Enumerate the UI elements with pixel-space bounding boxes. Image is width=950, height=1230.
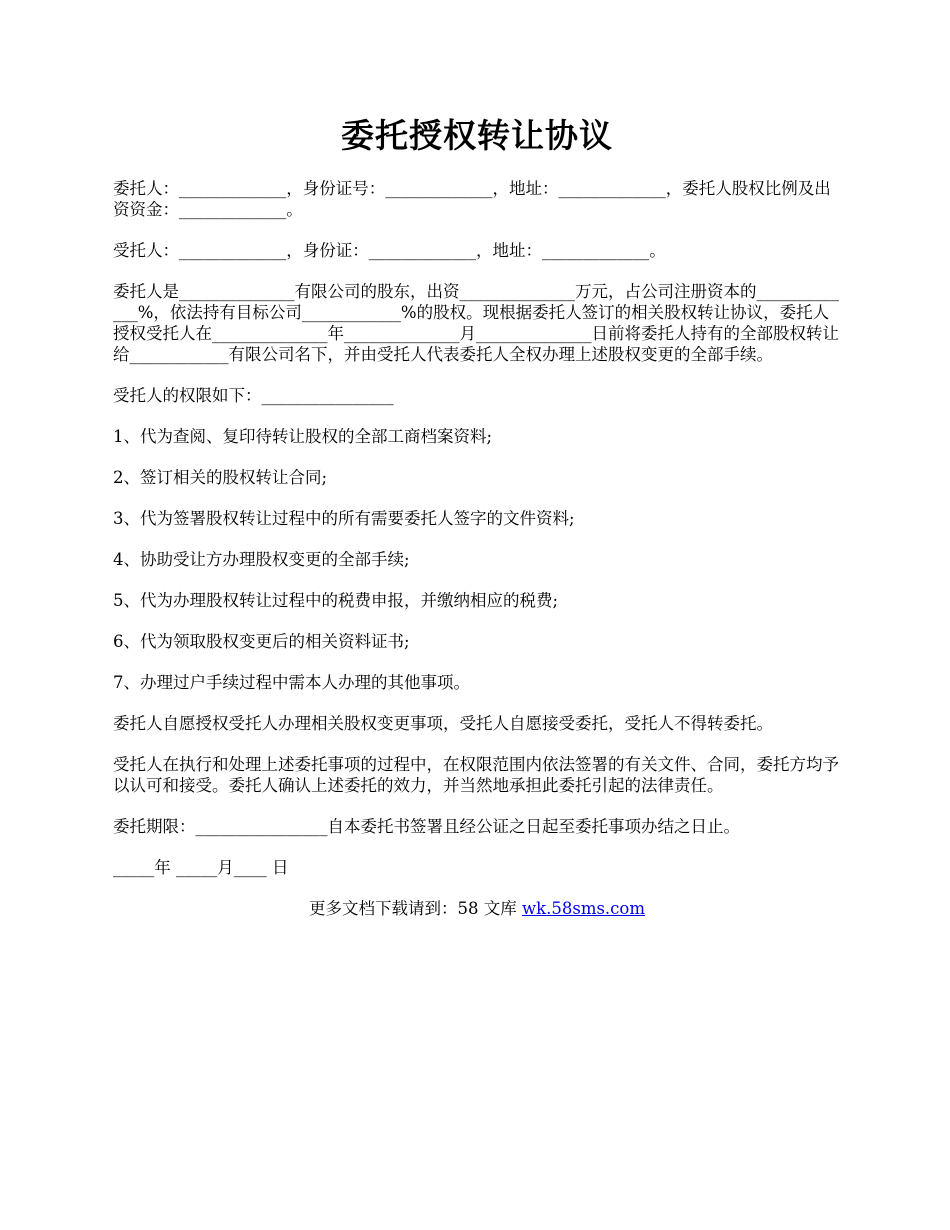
authority-item-1: 1、代为查阅、复印待转让股权的全部工商档案资料;	[113, 427, 493, 446]
footer-text: 更多文档下载请到：58 文库	[308, 899, 522, 918]
authority-item-6: 6、代为领取股权变更后的相关资料证书;	[113, 632, 410, 651]
authority-item-2: 2、签订相关的股权转让合同;	[113, 468, 328, 487]
agent-info-paragraph: 受托人：_____________，身份证：_____________，地址：_____________。	[113, 241, 666, 260]
voluntary-authorization-paragraph: 委托人自愿授权受托人办理相关股权变更事项，受托人自愿接受委托，受托人不得转委托。	[113, 714, 773, 733]
authority-heading-paragraph: 受托人的权限如下：________________	[113, 386, 394, 405]
authority-item-5: 5、代为办理股权转让过程中的税费申报，并缴纳相应的税费;	[113, 591, 559, 610]
authority-item-3: 3、代为签署股权转让过程中的所有需要委托人签字的文件资料;	[113, 509, 575, 528]
term-paragraph: 委托期限：________________自本委托书签署且经公证之日起至委托事项办结之日止。	[113, 817, 740, 836]
liability-paragraph: 受托人在执行和处理上述委托事项的过程中，在权限范围内依法签署的有关文件、合同，委托方均予以认可和接受。委托人确认上述委托的效力，并当然地承担此委托引起的法律责任。	[113, 755, 839, 795]
footer	[113, 898, 841, 919]
equity-description-paragraph: 委托人是______________有限公司的股东，出资______________万元，占公司注册资本的_____________%，依法持有目标公司____________%的股权。现根据委托人签订的相关股权转让协议，委托人授权受托人在______________年______________月______________日前将委托人持有的全部股权转让给____________有限公司名下，并由受托人代表委托人全权办理上述股权变更的全部手续。	[113, 282, 839, 364]
footer-link[interactable]: wk.58sms.com	[521, 899, 645, 918]
authority-item-7: 7、办理过户手续过程中需本人办理的其他事项。	[113, 673, 470, 692]
date-line: _____年 _____月____ 日	[113, 858, 289, 877]
authority-item-4: 4、协助受让方办理股权变更的全部手续;	[113, 550, 410, 569]
principal-info-paragraph: 委托人：_____________，身份证号：_____________，地址：_____________，委托人股权比例及出资资金：_____________。	[113, 179, 831, 219]
document-page	[113, 112, 841, 919]
document-title: 委托授权转让协议	[341, 116, 613, 155]
